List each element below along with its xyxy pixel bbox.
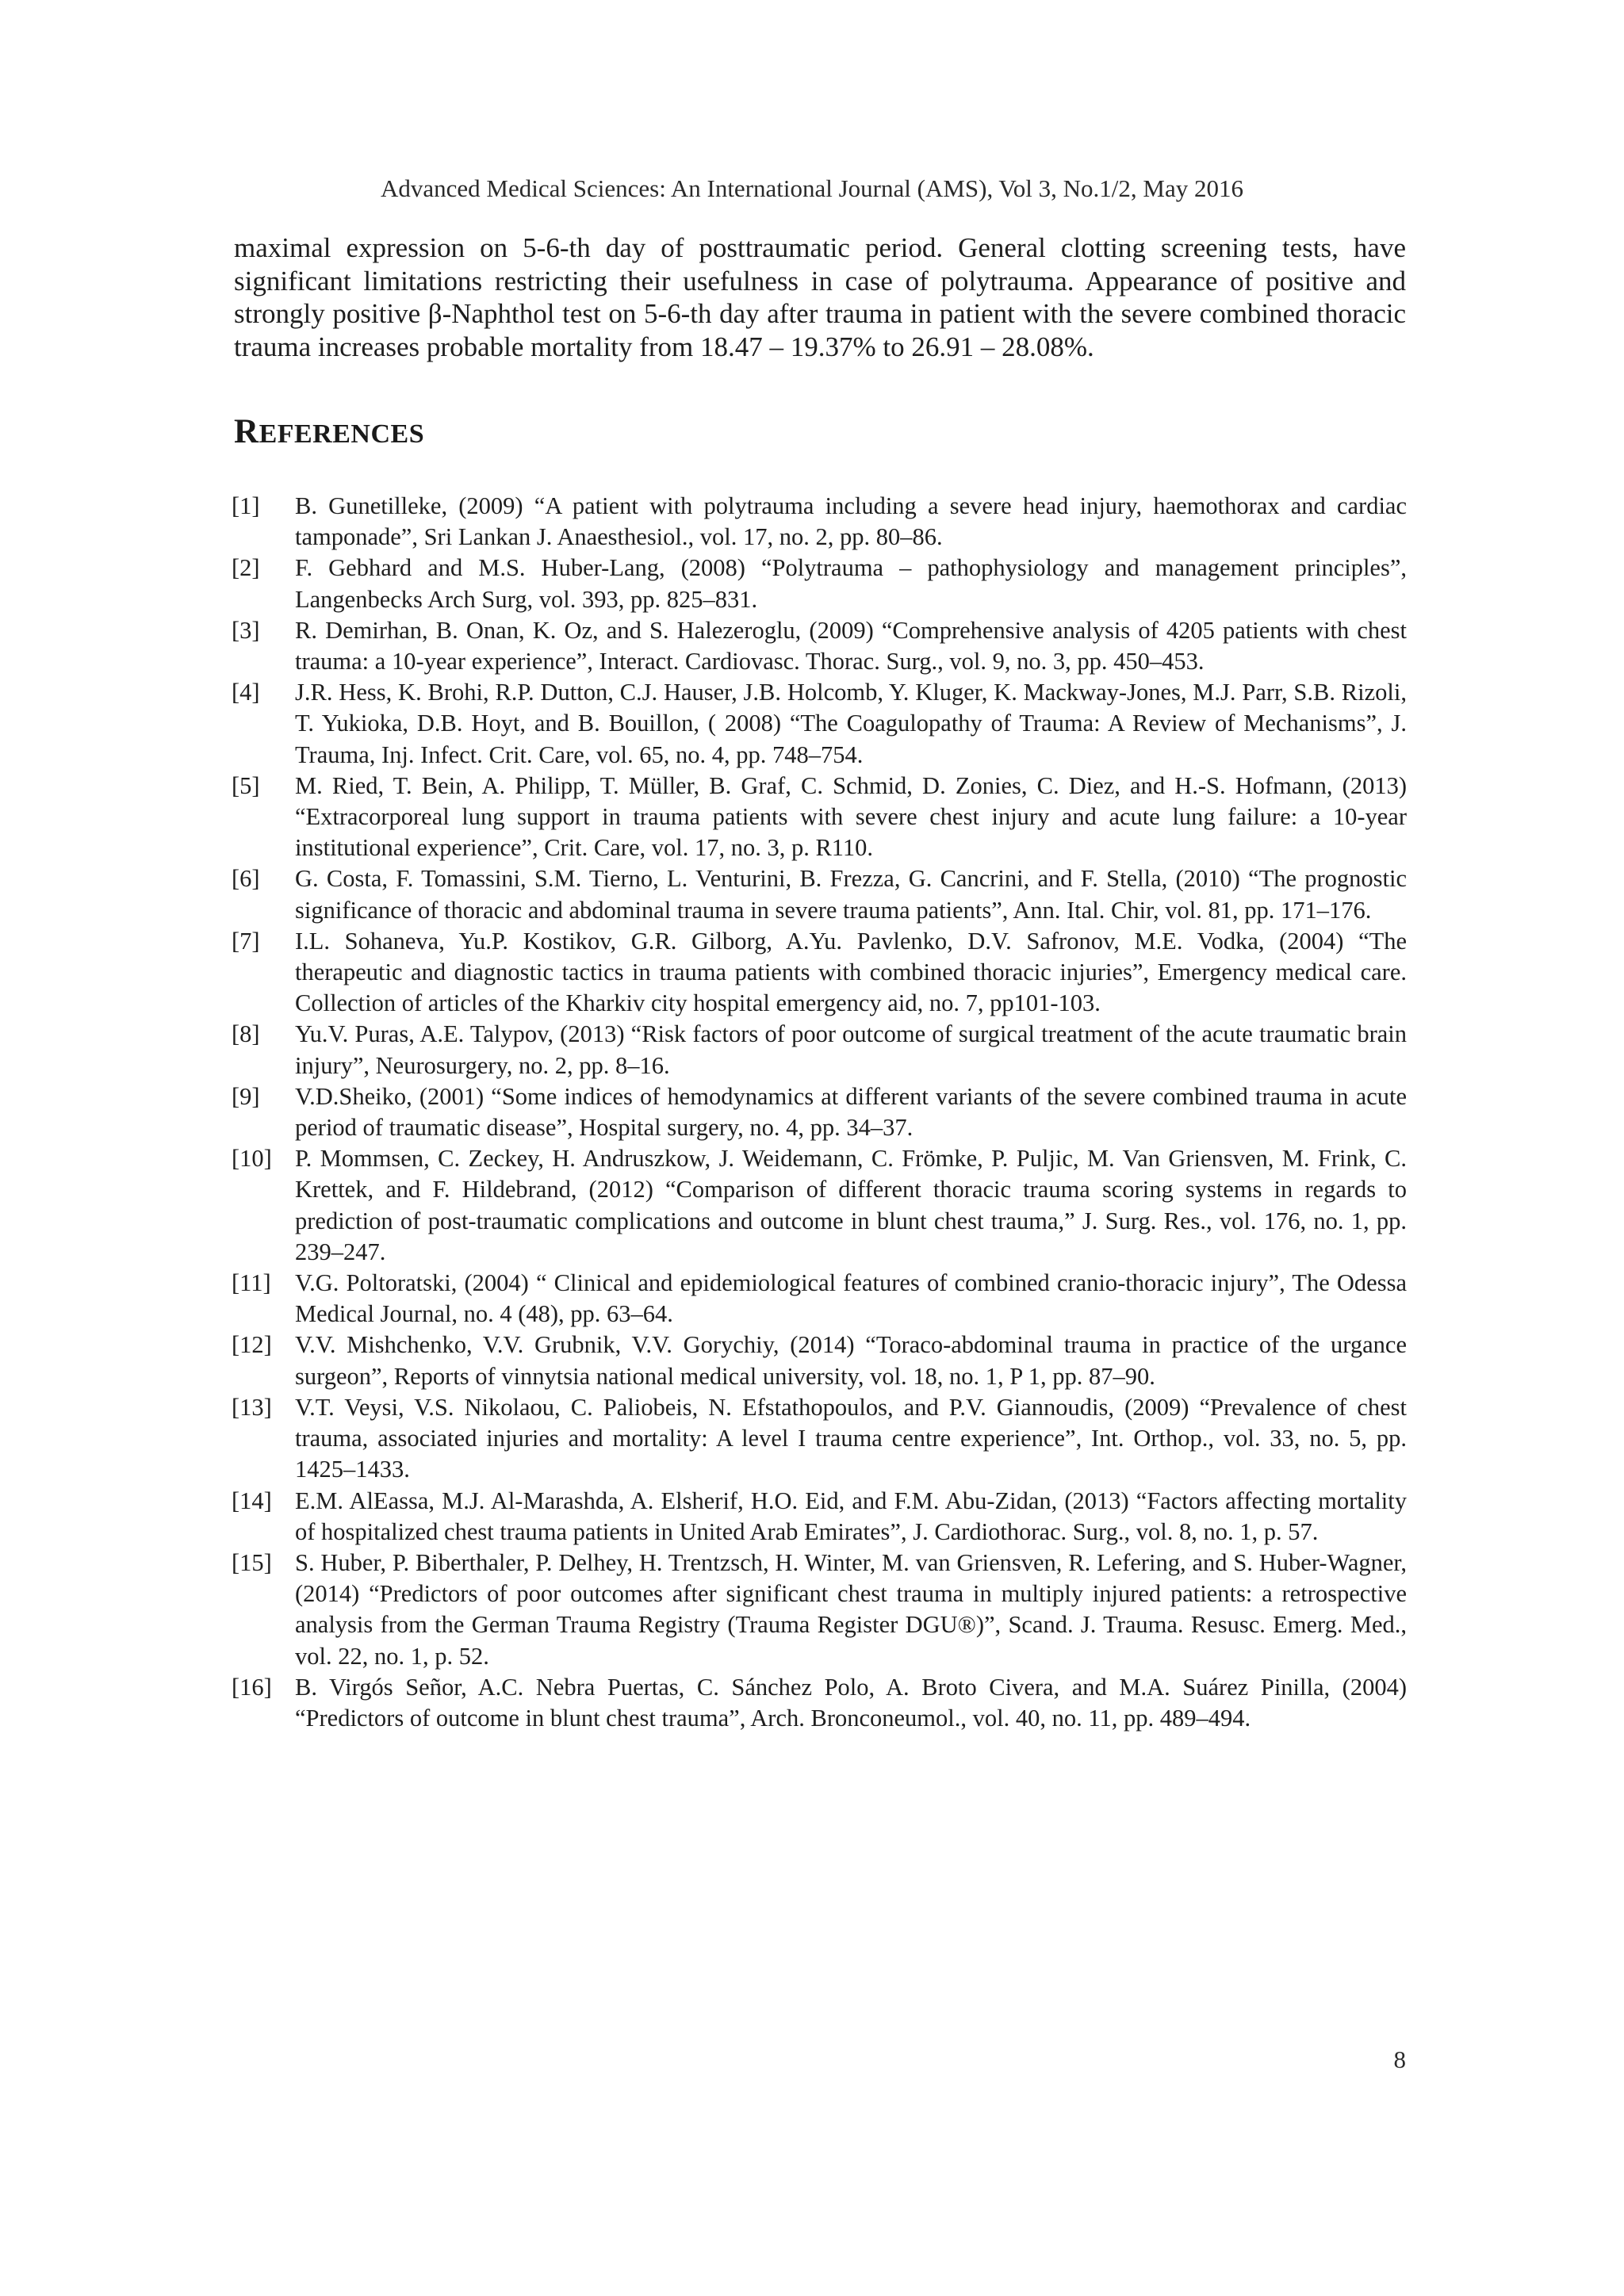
reference-text: B. Virgós Señor, A.C. Nebra Puertas, C. Sánchez Polo, A. Broto Civera, and M.A. Suárez Pinilla, (2004) “Predictors of outcome in blunt chest trauma”, Arch. Bronconeumol., vol. 40, no. 11, pp. 489–494. <box>295 1673 1407 1732</box>
reference-item <box>232 863 1407 925</box>
reference-number: [12] <box>232 1331 272 1359</box>
reference-text: P. Mommsen, C. Zeckey, H. Andruszkow, J. Weidemann, C. Frömke, P. Puljic, M. Van Griensven, M. Frink, C. Krettek, and F. Hildebrand, (2012) “Comparison of different thoracic trauma scoring systems in regards to prediction of post-traumatic complications and outcome in blunt chest trauma,” J. Surg. Res., vol. 176, no. 1, pp. 239–247. <box>295 1145 1407 1265</box>
reference-text: J.R. Hess, K. Brohi, R.P. Dutton, C.J. Hauser, J.B. Holcomb, Y. Kluger, K. Mackway-Jones, M.J. Parr, S.B. Rizoli, T. Yukioka, D.B. Hoyt, and B. Bouillon, ( 2008) “The Coagulopathy of Trauma: A Review of Mechanisms”, J. Trauma, Inj. Infect. Crit. Care, vol. 65, no. 4, pp. 748–754. <box>295 679 1407 768</box>
reference-item <box>232 1392 1407 1486</box>
reference-item <box>232 1019 1407 1081</box>
reference-text: F. Gebhard and M.S. Huber-Lang, (2008) “Polytrauma – pathophysiology and management principles”, Langenbecks Arch Surg, vol. 393, pp. 825–831. <box>295 554 1407 613</box>
reference-number: [4] <box>232 679 260 706</box>
reference-text: V.T. Veysi, V.S. Nikolaou, C. Paliobeis, N. Efstathopoulos, and P.V. Giannoudis, (2009) “Prevalence of chest trauma, associated injuries and mortality: A level I trauma centre experience”, Int. Orthop., vol. 33, no. 5, pp. 1425–1433. <box>295 1393 1407 1483</box>
reference-text: E.M. AlEassa, M.J. Al-Marashda, A. Elsherif, H.O. Eid, and F.M. Abu-Zidan, (2013) “Factors affecting mortality of hospitalized chest trauma patients in United Arab Emirates”, J. Cardiothorac. Surg., vol. 8, no. 1, p. 57. <box>295 1487 1407 1545</box>
reference-number: [13] <box>232 1393 272 1421</box>
reference-item <box>232 615 1407 677</box>
reference-item <box>232 1548 1407 1672</box>
reference-text: R. Demirhan, B. Onan, K. Oz, and S. Halezeroglu, (2009) “Comprehensive analysis of 4205 patients with chest trauma: a 10-year experience”, Interact. Cardiovasc. Thorac. Surg., vol. 9, no. 3, pp. 450–453. <box>295 616 1407 675</box>
reference-text: V.G. Poltoratski, (2004) “ Clinical and epidemiological features of combined cranio-thoracic injury”, The Odessa Medical Journal, no. 4 (48), pp. 63–64. <box>295 1269 1407 1328</box>
reference-item <box>232 1268 1407 1330</box>
reference-number: [6] <box>232 865 260 893</box>
reference-item <box>232 491 1407 553</box>
reference-item <box>232 1672 1407 1734</box>
page-number: 8 <box>1393 2045 1406 2073</box>
reference-number: [5] <box>232 771 260 799</box>
reference-number: [7] <box>232 927 260 955</box>
reference-number: [15] <box>232 1548 272 1576</box>
reference-item <box>232 1486 1407 1548</box>
reference-text: V.V. Mishchenko, V.V. Grubnik, V.V. Gorychiy, (2014) “Toraco-abdominal trauma in practice of the urgance surgeon”, Reports of vinnytsia national medical university, vol. 18, no. 1, P 1, pp. 87–90. <box>295 1331 1407 1390</box>
references-heading-rest: EFERENCES <box>259 419 425 449</box>
reference-item <box>232 926 1407 1020</box>
reference-text: G. Costa, F. Tomassini, S.M. Tierno, L. Venturini, B. Frezza, G. Cancrini, and F. Stella, (2010) “The prognostic significance of thoracic and abdominal trauma in severe trauma patients”, Ann. Ital. Chir, vol. 81, pp. 171–176. <box>295 865 1407 924</box>
reference-number: [1] <box>232 492 260 519</box>
reference-text: V.D.Sheiko, (2001) “Some indices of hemodynamics at different variants of the severe combined trauma in acute period of traumatic disease”, Hospital surgery, no. 4, pp. 34–37. <box>295 1082 1407 1142</box>
references-heading-initial: R <box>234 413 259 450</box>
running-header: Advanced Medical Sciences: An International Journal (AMS), Vol 3, No.1/2, May 2016 <box>381 174 1243 202</box>
reference-list <box>232 491 1407 1734</box>
reference-item <box>232 1081 1407 1143</box>
reference-text: I.L. Sohaneva, Yu.P. Kostikov, G.R. Gilborg, A.Yu. Pavlenko, D.V. Safronov, M.E. Vodka, (2004) “The therapeutic and diagnostic tactics in trauma patients with combined thoracic injuries”, Emergency medical care. Collection of articles of the Kharkiv city hospital emergency aid, no. 7, pp101-103. <box>295 927 1407 1017</box>
reference-text: B. Gunetilleke, (2009) “A patient with polytrauma including a severe head injury, haemothorax and cardiac tamponade”, Sri Lankan J. Anaesthesiol., vol. 17, no. 2, pp. 80–86. <box>295 492 1407 551</box>
reference-number: [9] <box>232 1082 260 1110</box>
reference-number: [10] <box>232 1145 272 1173</box>
reference-item <box>232 553 1407 614</box>
reference-text: S. Huber, P. Biberthaler, P. Delhey, H. Trentzsch, H. Winter, M. van Griensven, R. Lefering, and S. Huber-Wagner, (2014) “Predictors of poor outcomes after significant chest trauma in multiply injured patients: a retrospective analysis from the German Trauma Registry (Trauma Register DGU®)”, Scand. J. Trauma. Resusc. Emerg. Med., vol. 22, no. 1, p. 52. <box>295 1548 1407 1670</box>
reference-item <box>232 677 1407 771</box>
reference-number: [3] <box>232 616 260 644</box>
reference-number: [2] <box>232 554 260 582</box>
references-heading <box>234 412 424 454</box>
reference-number: [11] <box>232 1269 271 1297</box>
body-paragraph: maximal expression on 5-6-th day of posttraumatic period. General clotting screening tests, have significant limitations restricting their usefulness in case of polytrauma. Appearance of positive and strongly positive β-Naphthol test on 5-6-th day after trauma in patient with the severe combined thoracic trauma increases probable mortality from 18.47 – 19.37% to 26.91 – 28.08%. <box>234 232 1406 362</box>
reference-item <box>232 1330 1407 1391</box>
reference-number: [8] <box>232 1020 260 1048</box>
reference-item <box>232 1143 1407 1268</box>
reference-text: Yu.V. Puras, A.E. Talypov, (2013) “Risk factors of poor outcome of surgical treatment of the acute traumatic brain injury”, Neurosurgery, no. 2, pp. 8–16. <box>295 1020 1407 1079</box>
reference-number: [16] <box>232 1673 272 1701</box>
reference-item <box>232 771 1407 864</box>
reference-number: [14] <box>232 1487 272 1514</box>
reference-text: M. Ried, T. Bein, A. Philipp, T. Müller, B. Graf, C. Schmid, D. Zonies, C. Diez, and H.-S. Hofmann, (2013) “Extracorporeal lung support in trauma patients with severe chest injury and acute lung failure: a 10-year institutional experience”, Crit. Care, vol. 17, no. 3, p. R110. <box>295 771 1407 862</box>
